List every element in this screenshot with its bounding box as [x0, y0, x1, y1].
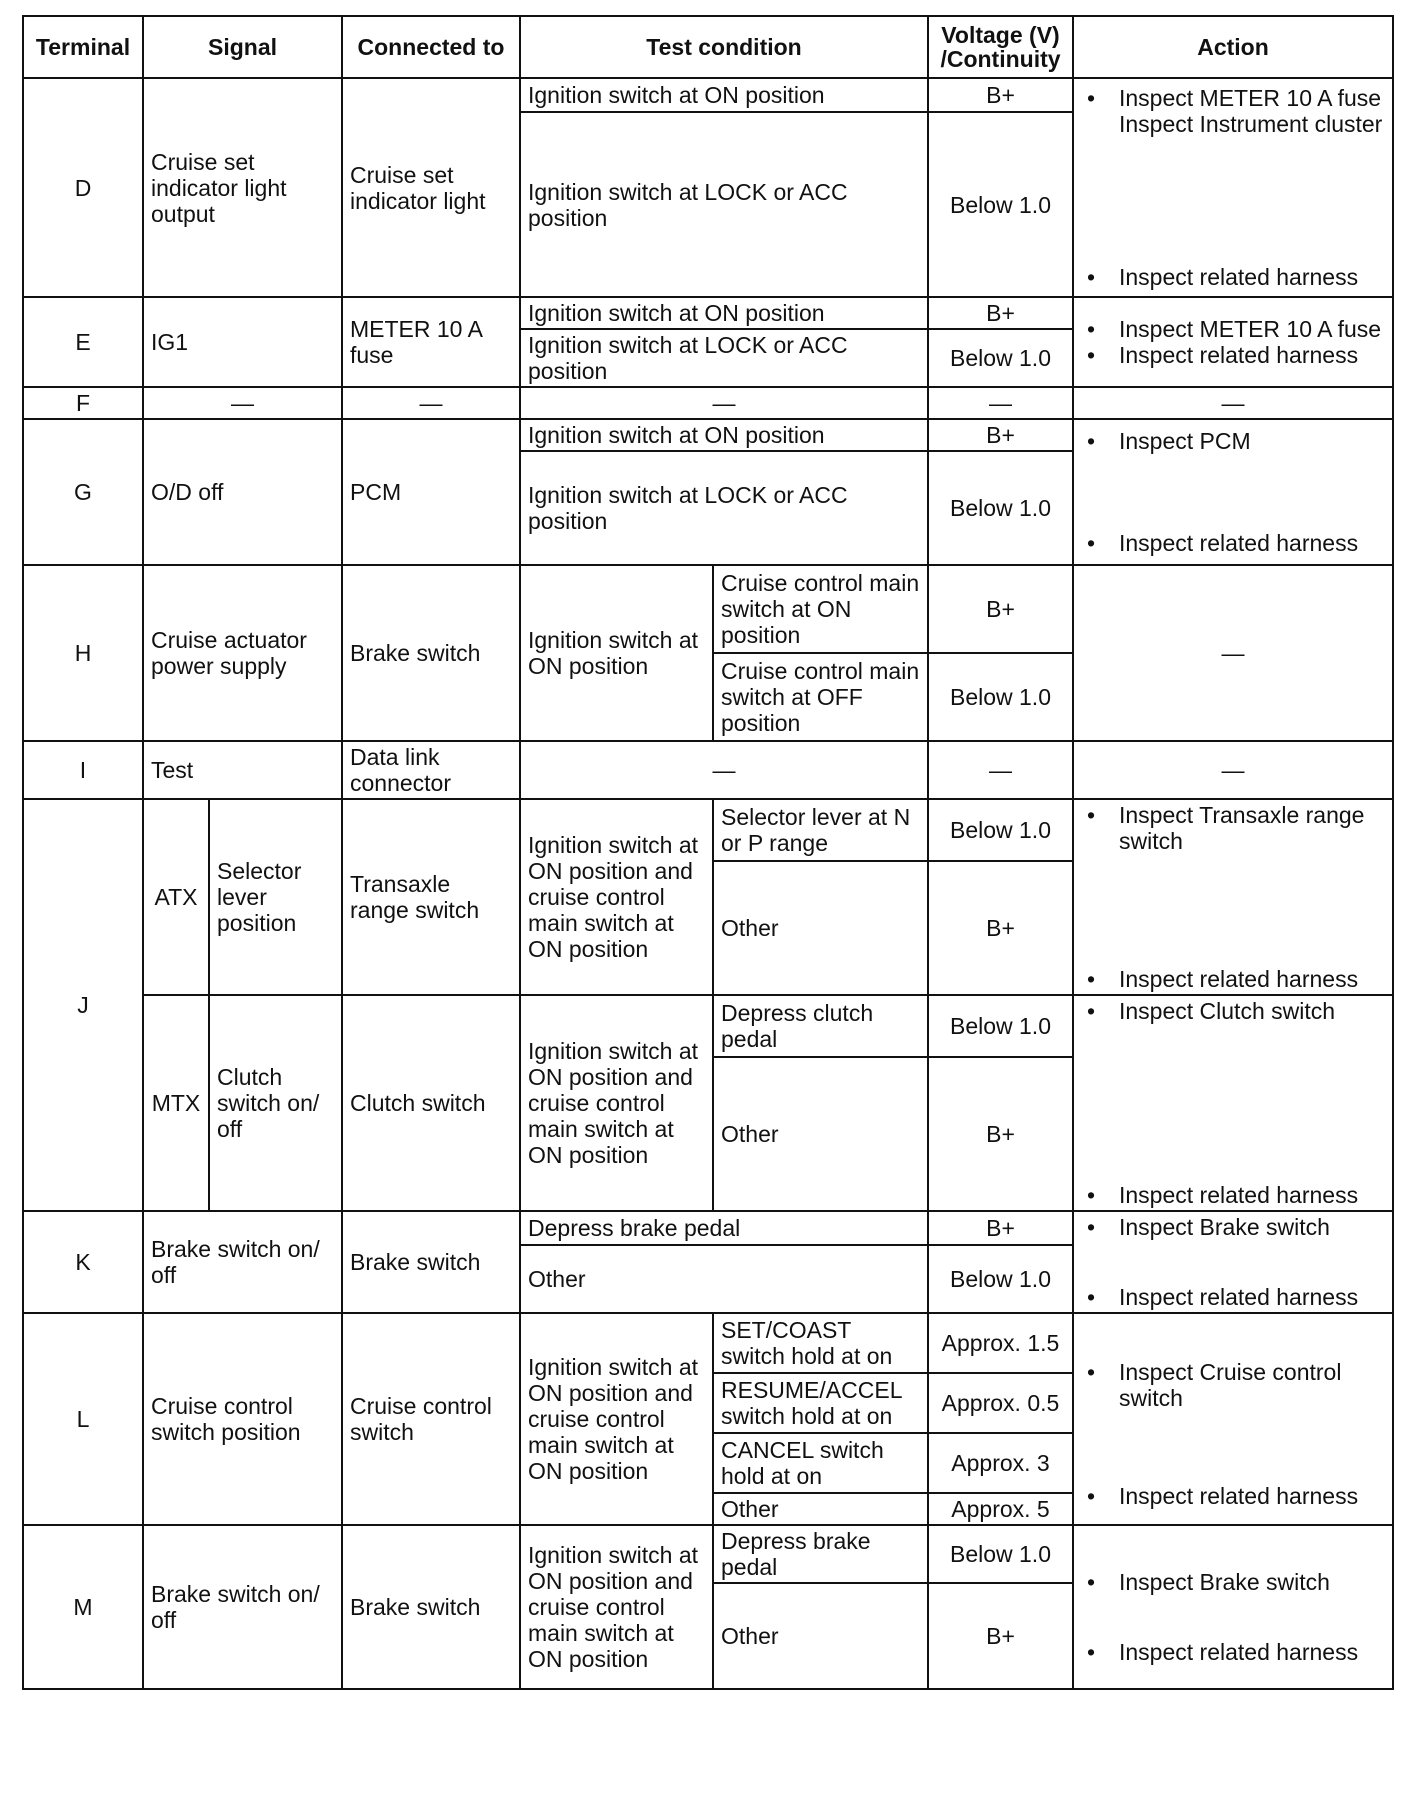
action-cell: —	[1073, 741, 1393, 799]
row-d	[23, 78, 1393, 112]
condition-cell: —	[520, 387, 928, 419]
header-connected-to: Connected to	[342, 16, 520, 78]
action-cell	[1073, 1313, 1393, 1525]
action-cell: —	[1073, 565, 1393, 741]
list-item: • Inspect related harness	[1081, 342, 1385, 368]
action-list	[1081, 998, 1385, 1208]
subcondition-cell: CANCEL switch hold at on	[713, 1433, 928, 1493]
list-item: • Inspect Cruise control switch	[1081, 1359, 1385, 1411]
connected-cell: Brake switch	[342, 1525, 520, 1689]
connected-cell: METER 10 A fuse	[342, 297, 520, 387]
row-h	[23, 565, 1393, 653]
condition-cell: Ignition switch at ON position	[520, 78, 928, 112]
condition-cell: Ignition switch at LOCK or ACC position	[520, 451, 928, 565]
subcondition-cell: Selector lever at N or P range	[713, 799, 928, 861]
action-list	[1081, 428, 1385, 556]
connected-cell: Cruise control switch	[342, 1313, 520, 1525]
list-item: • Inspect Transaxle range switch	[1081, 802, 1385, 854]
header-test-condition: Test condition	[520, 16, 928, 78]
signal-cell: Cruise set indicator light output	[143, 78, 342, 297]
list-item: • Inspect PCM	[1081, 428, 1385, 454]
header-terminal: Terminal	[23, 16, 143, 78]
condition-cell: Ignition switch at LOCK or ACC position	[520, 112, 928, 297]
terminal-cell: H	[23, 565, 143, 741]
row-k	[23, 1211, 1393, 1245]
list-item: • Inspect related harness	[1081, 530, 1385, 556]
row-f	[23, 387, 1393, 419]
condition-cell: Ignition switch at ON position	[520, 419, 928, 451]
action-cell	[1073, 799, 1393, 995]
list-item: • Inspect related harness	[1081, 966, 1385, 992]
row-e	[23, 297, 1393, 329]
subcondition-cell: Cruise control main switch at ON position	[713, 565, 928, 653]
action-list	[1081, 1214, 1385, 1310]
connected-cell: PCM	[342, 419, 520, 565]
voltage-cell: Approx. 0.5	[928, 1373, 1073, 1433]
voltage-cell: B+	[928, 78, 1073, 112]
row-m	[23, 1525, 1393, 1583]
voltage-cell: Below 1.0	[928, 653, 1073, 741]
subcondition-cell: SET/COAST switch hold at on	[713, 1313, 928, 1373]
voltage-cell: B+	[928, 1583, 1073, 1689]
row-i	[23, 741, 1393, 799]
action-text: Inspect METER 10 A fuse	[1119, 85, 1382, 111]
action-cell	[1073, 995, 1393, 1211]
subcondition-cell: Depress clutch pedal	[713, 995, 928, 1057]
voltage-cell: B+	[928, 565, 1073, 653]
subcondition-cell: Cruise control main switch at OFF position	[713, 653, 928, 741]
connected-cell: Transaxle range switch	[342, 799, 520, 995]
transmission-type-cell: MTX	[143, 995, 209, 1211]
action-cell	[1073, 1211, 1393, 1313]
row-j-mtx	[23, 995, 1393, 1057]
subcondition-cell: Other	[713, 1057, 928, 1211]
signal-cell: IG1	[143, 297, 342, 387]
signal-cell: Brake switch on/ off	[143, 1525, 342, 1689]
transmission-type-cell: ATX	[143, 799, 209, 995]
connected-cell: Cruise set indicator light	[342, 78, 520, 297]
voltage-cell: Approx. 5	[928, 1493, 1073, 1525]
list-item: • Inspect Clutch switch	[1081, 998, 1385, 1024]
row-l	[23, 1313, 1393, 1373]
signal-cell: Brake switch on/ off	[143, 1211, 342, 1313]
signal-cell: Cruise actuator power supply	[143, 565, 342, 741]
subcondition-cell: Depress brake pedal	[713, 1525, 928, 1583]
condition-cell: Ignition switch at ON position and cruise control main switch at ON position	[520, 1525, 713, 1689]
condition-cell: Ignition switch at LOCK or ACC position	[520, 329, 928, 387]
voltage-cell: Approx. 1.5	[928, 1313, 1073, 1373]
connected-cell: Clutch switch	[342, 995, 520, 1211]
condition-cell: Ignition switch at ON position	[520, 565, 713, 741]
condition-cell: Other	[520, 1245, 928, 1313]
voltage-cell: B+	[928, 1211, 1073, 1245]
terminal-inspection-table	[22, 15, 1394, 1690]
list-item: • Inspect related harness	[1081, 1284, 1385, 1310]
subcondition-cell: Other	[713, 1493, 928, 1525]
condition-cell: —	[520, 741, 928, 799]
header-signal: Signal	[143, 16, 342, 78]
list-item	[1081, 85, 1385, 137]
terminal-cell: G	[23, 419, 143, 565]
voltage-cell: Approx. 3	[928, 1433, 1073, 1493]
action-cell	[1073, 1525, 1393, 1689]
voltage-cell: B+	[928, 297, 1073, 329]
action-cell	[1073, 297, 1393, 387]
terminal-cell: K	[23, 1211, 143, 1313]
signal-cell: —	[143, 387, 342, 419]
subcondition-cell: Other	[713, 861, 928, 995]
condition-cell: Ignition switch at ON position and cruise control main switch at ON position	[520, 1313, 713, 1525]
condition-cell: Ignition switch at ON position	[520, 297, 928, 329]
list-item: • Inspect Brake switch	[1081, 1569, 1385, 1595]
connected-cell: Brake switch	[342, 565, 520, 741]
header-voltage: Voltage (V) /Continuity	[928, 16, 1073, 78]
action-list	[1081, 316, 1385, 368]
voltage-cell: B+	[928, 1057, 1073, 1211]
list-item: • Inspect related harness	[1081, 1483, 1385, 1509]
voltage-cell: Below 1.0	[928, 799, 1073, 861]
signal-cell: O/D off	[143, 419, 342, 565]
terminal-cell: I	[23, 741, 143, 799]
condition-cell: Ignition switch at ON position and cruise control main switch at ON position	[520, 995, 713, 1211]
voltage-cell: Below 1.0	[928, 1525, 1073, 1583]
action-list	[1081, 85, 1385, 290]
terminal-cell: E	[23, 297, 143, 387]
connected-cell: Brake switch	[342, 1211, 520, 1313]
row-g	[23, 419, 1393, 451]
voltage-cell: —	[928, 741, 1073, 799]
terminal-cell: F	[23, 387, 143, 419]
condition-cell: Depress brake pedal	[520, 1211, 928, 1245]
list-item: • Inspect METER 10 A fuse	[1081, 316, 1385, 342]
signal-cell: Clutch switch on/ off	[209, 995, 342, 1211]
terminal-cell: D	[23, 78, 143, 297]
terminal-cell: J	[23, 799, 143, 1211]
terminal-cell: L	[23, 1313, 143, 1525]
voltage-cell: B+	[928, 419, 1073, 451]
list-item: • Inspect related harness	[1081, 1639, 1385, 1665]
action-list	[1081, 802, 1385, 992]
action-list	[1081, 1569, 1385, 1665]
signal-cell: Cruise control switch position	[143, 1313, 342, 1525]
header-action: Action	[1073, 16, 1393, 78]
action-cell	[1073, 419, 1393, 565]
voltage-cell: Below 1.0	[928, 112, 1073, 297]
row-j-atx	[23, 799, 1393, 861]
voltage-cell: Below 1.0	[928, 329, 1073, 387]
voltage-cell: Below 1.0	[928, 1245, 1073, 1313]
connected-cell: Data link connector	[342, 741, 520, 799]
voltage-cell: —	[928, 387, 1073, 419]
header-row	[23, 16, 1393, 78]
voltage-cell: Below 1.0	[928, 451, 1073, 565]
action-text: Inspect Instrument cluster	[1119, 111, 1383, 137]
signal-cell: Test	[143, 741, 342, 799]
voltage-cell: B+	[928, 861, 1073, 995]
terminal-cell: M	[23, 1525, 143, 1689]
action-cell	[1073, 78, 1393, 297]
action-cell: —	[1073, 387, 1393, 419]
list-item: • Inspect Brake switch	[1081, 1214, 1385, 1240]
signal-cell: Selector lever position	[209, 799, 342, 995]
list-item: • Inspect related harness	[1081, 264, 1385, 290]
subcondition-cell: Other	[713, 1583, 928, 1689]
action-list	[1081, 1359, 1385, 1509]
connected-cell: —	[342, 387, 520, 419]
condition-cell: Ignition switch at ON position and cruise control main switch at ON position	[520, 799, 713, 995]
voltage-cell: Below 1.0	[928, 995, 1073, 1057]
subcondition-cell: RESUME/ACCEL switch hold at on	[713, 1373, 928, 1433]
list-item: • Inspect related harness	[1081, 1182, 1385, 1208]
